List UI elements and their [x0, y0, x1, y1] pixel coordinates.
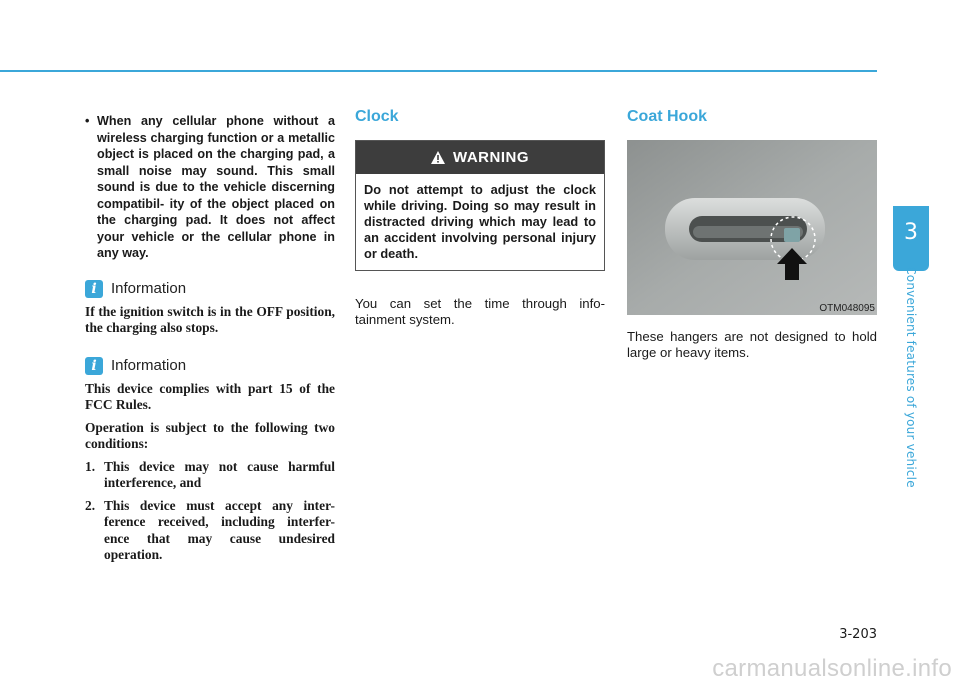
clock-heading: Clock [355, 108, 399, 125]
watermark: carmanualsonline.info [712, 655, 952, 682]
coat-hook-illustration [627, 140, 877, 315]
warning-label: WARNING [453, 149, 529, 166]
info-heading-2 [85, 357, 335, 375]
column-wireless-charging [85, 113, 335, 564]
conditions-paragraph: Operation is subject to the following two conditions: [85, 419, 335, 451]
warning-box [355, 140, 605, 271]
info-heading-1 [85, 280, 335, 298]
warning-text: Do not attempt to adjust the clock while driving. Doing so may result in distracted driving which may lead to an accident involving personal injury or death. [364, 182, 596, 261]
info-title: Information [111, 280, 187, 297]
info-icon: i [85, 357, 103, 375]
fcc-paragraph: This device complies with part 15 of the FCC Rules. [85, 380, 335, 412]
warning-triangle-icon [431, 151, 445, 164]
chapter-number: 3 [904, 220, 918, 245]
clock-body: You can set the time through info- tainment system. [355, 296, 605, 327]
coat-hook-photo [627, 140, 877, 315]
chapter-title [903, 262, 919, 492]
condition-item [85, 459, 335, 492]
info-icon: i [85, 280, 103, 298]
image-id: OTM048095 [819, 303, 875, 314]
warning-bar [356, 141, 604, 174]
coat-hook-heading: Coat Hook [627, 108, 707, 125]
page-number: 3-203 [839, 627, 877, 642]
condition-text: This device must accept any inter- ference received, including interfer- ence that may cause undesired operation. [104, 497, 335, 562]
coat-hook-body: These hangers are not designed to hold large or heavy items. [627, 329, 877, 360]
info-title: Information [111, 357, 187, 374]
column-coat-hook [627, 108, 877, 361]
condition-number: 1. [85, 458, 96, 474]
column-clock [355, 108, 605, 328]
chapter-title-text: Convenient features of your vehicle [904, 266, 918, 488]
charging-noise-bullet: • When any cellular phone without a wireless charging function or a metallic object is placed on the charging pad, a small noise may sound. This small sound is due to the vehicle discerning compatibil- ity of the object placed on the charging pad. It does not affect your vehicle or the cellular phone in any way. [85, 113, 335, 262]
condition-item [85, 498, 335, 564]
condition-text: This device may not cause harmful interference, and [104, 458, 335, 490]
condition-number: 2. [85, 497, 96, 513]
top-rule [0, 70, 877, 72]
info-text-ignition: If the ignition switch is in the OFF position, the charging also stops. [85, 303, 335, 335]
